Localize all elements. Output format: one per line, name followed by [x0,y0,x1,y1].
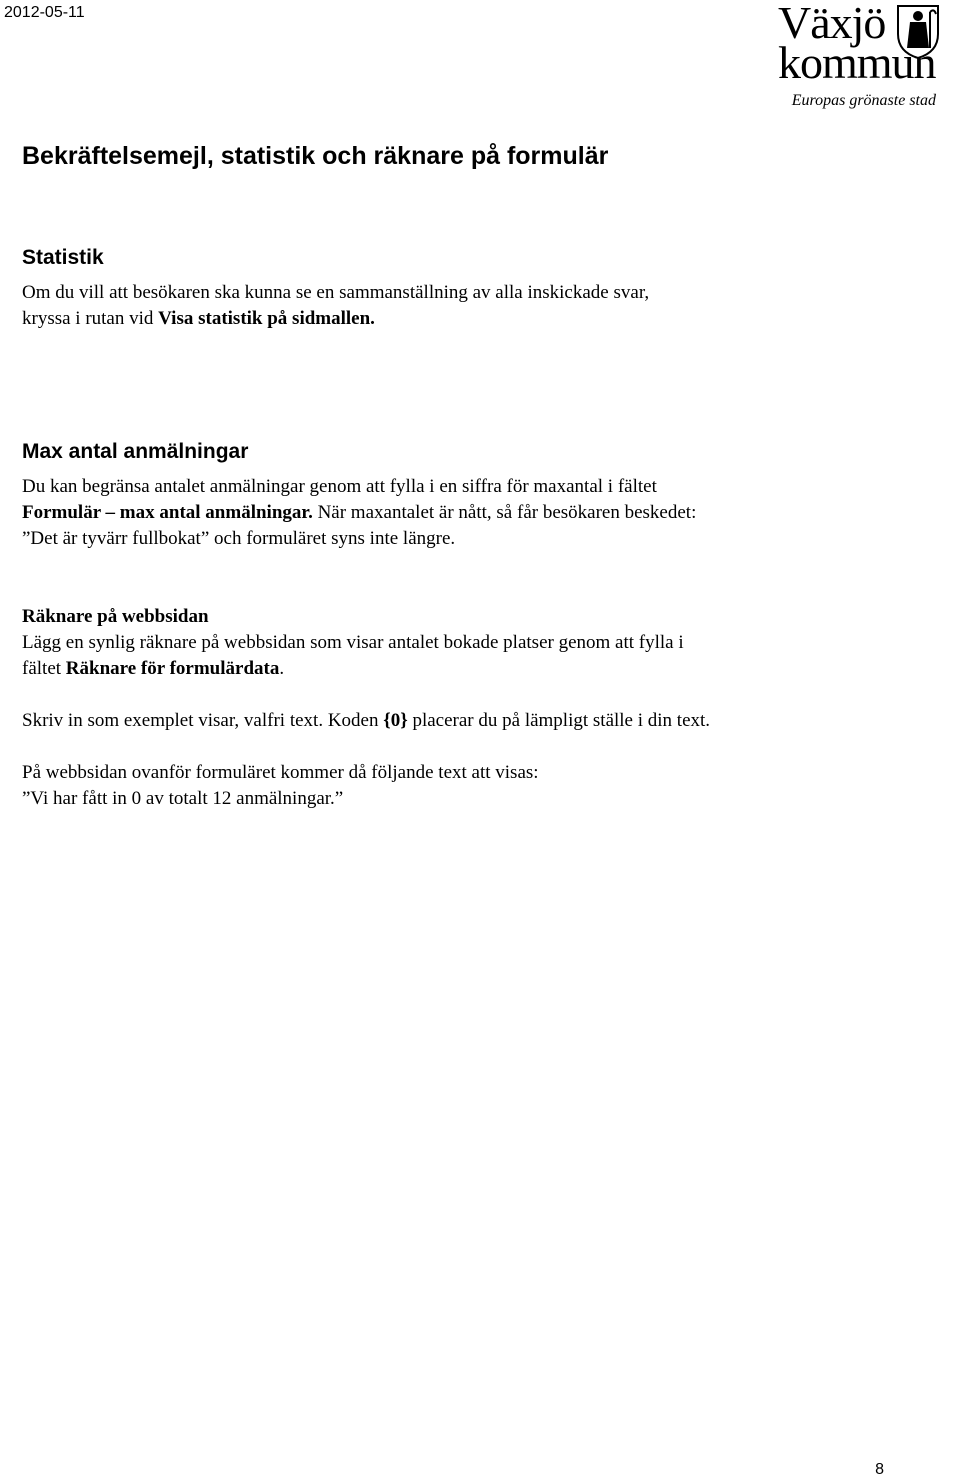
max-line2-text: När maxantalet är nått, så får besökaren beskedet: [312,502,697,523]
page-number: 8 [875,1461,884,1478]
max-line1: Du kan begränsa antalet anmälningar genom att fylla i en siffra för maxantal i fältet [22,476,657,497]
raknare-p3-line1: På webbsidan ovanför formuläret kommer då följande text att visas: [22,762,539,783]
max-paragraph [22,474,932,552]
page-title: Bekräftelsemejl, statistik och räknare på formulär [22,142,609,170]
max-line2-bold: Formulär – max antal anmälningar. [22,502,313,523]
statistik-line2 [22,306,932,332]
header-date: 2012-05-11 [4,4,85,21]
max-line2 [22,500,932,526]
statistik-line2-bold: Visa statistik på sidmallen. [158,308,375,329]
raknare-line1: Lägg en synlig räknare på webbsidan som visar antalet bokade platser genom att fylla i [22,632,684,653]
raknare-heading: Räknare på webbsidan [22,606,209,627]
statistik-heading: Statistik [22,246,104,269]
statistik-line2-text: kryssa i rutan vid [22,308,159,329]
raknare-line2 [22,656,932,682]
raknare-p2-text: Skriv in som exemplet visar, valfri text. Koden [22,710,384,731]
logo-text-line1: Växjö [778,0,886,48]
raknare-line2-bold: Räknare för formulärdata [65,658,280,679]
max-heading: Max antal anmälningar [22,440,249,463]
raknare-section [22,604,932,682]
raknare-p2-end: placerar du på lämpligt ställe i din text. [407,710,711,731]
max-line3: ”Det är tyvärr fullbokat” och formuläret syns inte längre. [22,528,456,549]
raknare-line2-end: . [279,658,285,679]
logo-tagline: Europas grönaste stad [791,92,936,109]
statistik-line1: Om du vill att besökaren ska kunna se en sammanställning av alla inskickade svar, [22,282,650,303]
raknare-line2-text: fältet [22,658,66,679]
statistik-paragraph [22,280,932,332]
raknare-p3-line2: ”Vi har fått in 0 av totalt 12 anmälningar.” [22,788,344,809]
raknare-paragraph-3 [22,760,932,812]
raknare-paragraph-2 [22,708,932,734]
logo-text-line2: kommun [778,37,936,88]
raknare-p2-code: {0} [383,710,408,731]
vaxjo-kommun-logo [778,2,958,114]
